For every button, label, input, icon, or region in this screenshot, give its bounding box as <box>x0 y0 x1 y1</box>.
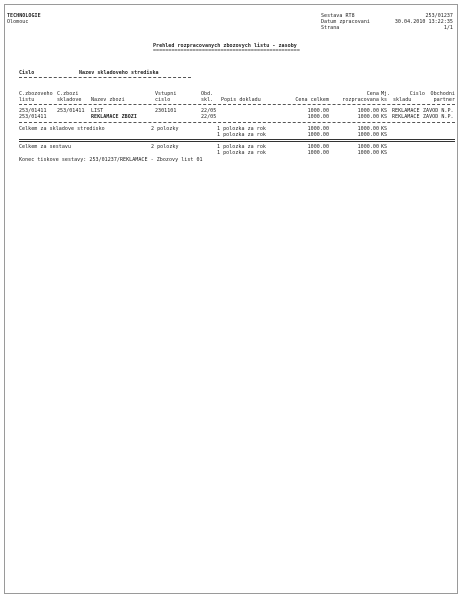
report-end-note: Konec tiskove sestavy: 253/01237/REKLAMACE - Zbozovy list 01 <box>19 157 203 163</box>
col-desc-h1: Popis dokladu <box>221 97 261 103</box>
grand-total-line2-unit: KS <box>381 150 388 156</box>
col-code-h1: C.zbozi <box>57 91 79 97</box>
org-name: TECHNOLOGIE <box>7 13 41 19</box>
col-period-h2: skl. <box>201 97 214 103</box>
subtotal-line1-total: 1000.00 <box>307 126 329 132</box>
row1-total: 1000.00 <box>307 108 329 114</box>
col-store-h2: skladu <box>393 97 412 103</box>
row2-partner: ZAVOD N.P. <box>423 114 454 120</box>
col-period-h1: Obd. <box>201 91 214 97</box>
col-input-h1: Vstupni <box>155 91 177 97</box>
group-header-rule <box>19 77 191 78</box>
row1-wip: 1000.00 <box>357 108 379 114</box>
page-value: 1/1 <box>443 25 453 31</box>
col-partner-h2: partner <box>433 97 455 103</box>
grand-total-line2-wip: 1000.00 <box>357 150 379 156</box>
subtotal-line2-total: 1000.00 <box>307 132 329 138</box>
report-title: Prehled rozpracovanych zbozovych listu - zasoby <box>153 43 297 49</box>
report-code-label: Sestava RT8 <box>321 13 355 19</box>
subtotal-line2-wip: 1000.00 <box>357 132 379 138</box>
grand-total-line1-total: 1000.00 <box>307 144 329 150</box>
grand-total-line1-desc: 1 polozka za rok <box>217 144 266 150</box>
print-date-label: Datum zpracovani <box>321 19 370 25</box>
subtotal-count: 2 polozky <box>151 126 179 132</box>
report-title-underline: ================================================ <box>153 48 300 54</box>
report-code-value: 253/01237 <box>425 13 453 19</box>
row1-unit: KS <box>381 108 388 114</box>
subtotal-line1-desc: 1 polozka za rok <box>217 126 266 132</box>
print-date-value: 30.04.2010 13:22:35 <box>394 19 453 25</box>
col-unit-h1: Mj. <box>381 91 391 97</box>
grand-total-count: 2 polozky <box>151 144 179 150</box>
row2-doc: 253/01411 <box>19 114 47 120</box>
org-city: Olomouc <box>7 19 29 25</box>
col-name-h1: Nazev zbozi <box>91 97 125 103</box>
col-doc-h1: C.zbozoveho <box>19 91 53 97</box>
col-unit-h2: ks <box>381 97 388 103</box>
col-code-h2: skladove <box>57 97 82 103</box>
grand-total-label: Celkem za sestavu <box>19 144 72 150</box>
row1-name: LIST <box>91 108 104 114</box>
row2-store: REKLAMACE <box>392 114 420 120</box>
col-input-h2: cislo <box>155 97 171 103</box>
subtotal-line1-wip: 1000.00 <box>357 126 379 132</box>
col-wip-h2: rozpracovana <box>342 97 379 103</box>
row1-doc: 253/01411 <box>19 108 47 114</box>
row2-wip: 1000.00 <box>357 114 379 120</box>
row1-partner: ZAVOD N.P. <box>423 108 454 114</box>
grand-total-line1-wip: 1000.00 <box>357 144 379 150</box>
row2-name: REKLAMACE ZBOZI <box>91 114 137 120</box>
row1-input: 2301101 <box>155 108 177 114</box>
row2-total: 1000.00 <box>307 114 329 120</box>
col-wip-h1: Cena <box>366 91 379 97</box>
col-doc-h2: listu <box>19 97 35 103</box>
row2-unit: KS <box>381 114 388 120</box>
col-partner-h1: Obchodni <box>430 91 455 97</box>
subtotal-double-rule <box>19 139 455 142</box>
col-store-h1: Cislo <box>409 91 425 97</box>
col-total-h1: Cena celkem <box>295 97 329 103</box>
group-name-header: Nazev skladoveho strediska <box>79 70 159 76</box>
grand-total-line2-desc: 1 polozka za rok <box>217 150 266 156</box>
subtotal-line2-unit: KS <box>381 132 388 138</box>
row1-store: REKLAMACE <box>392 108 420 114</box>
subtotal-line2-desc: 1 polozka za rok <box>217 132 266 138</box>
report-page <box>4 4 458 594</box>
column-header-rule <box>19 104 455 105</box>
rows-end-rule <box>19 122 455 123</box>
grand-total-line2-total: 1000.00 <box>307 150 329 156</box>
row2-period: 22/05 <box>201 114 217 120</box>
row1-period: 22/05 <box>201 108 217 114</box>
grand-total-line1-unit: KS <box>381 144 388 150</box>
subtotal-line1-unit: KS <box>381 126 388 132</box>
subtotal-label: Celkem za skladove stredisko <box>19 126 105 132</box>
group-number-header: Cislo <box>19 70 35 76</box>
row1-code: 253/01411 <box>57 108 85 114</box>
page-label: Strana <box>321 25 340 31</box>
